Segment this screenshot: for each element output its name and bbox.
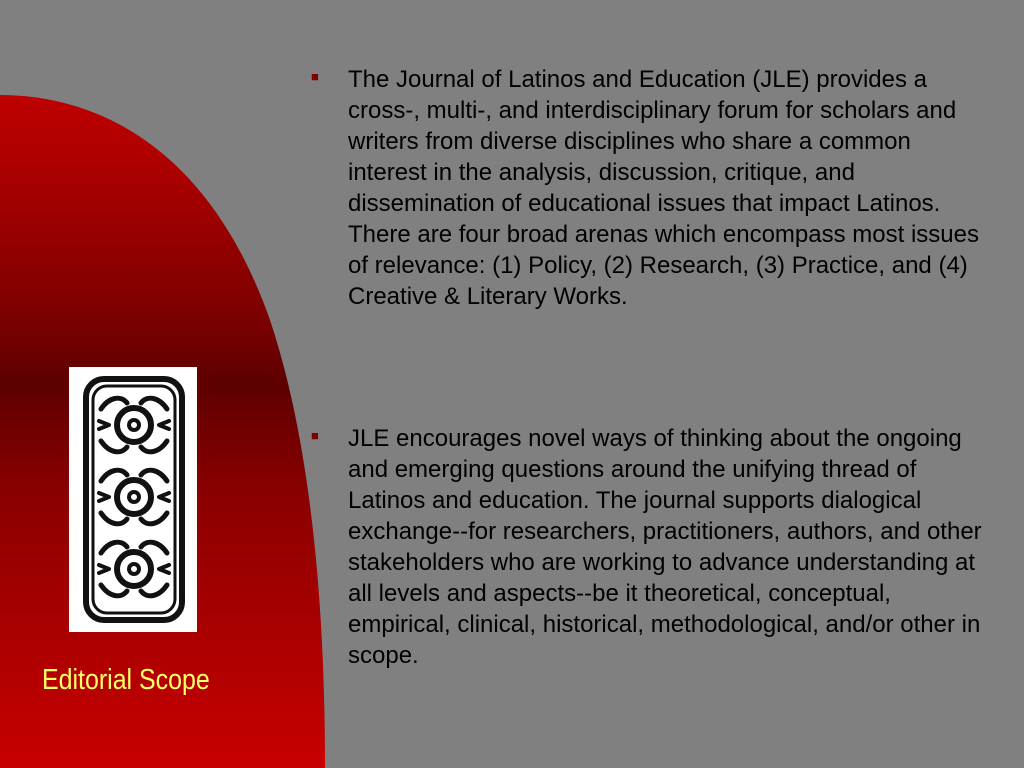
bullet-text: JLE encourages novel ways of thinking about the ongoing and emerging questions around the unifying thread of Latinos and education. The journal supports dialogical exchange--for researchers, practitioners, authors, and other stakeholders who are working to advance understanding at all levels and aspects--be it theoretical, conceptual, empirical, clinical, historical, methodological, and/or other in scope. xyxy=(348,425,982,669)
square-bullet-icon: ■ xyxy=(311,69,319,84)
bullet-text: The Journal of Latinos and Education (JLE) provides a cross-, multi-, and interdisciplinary forum for scholars and writers from diverse disciplines who share a common interest in the analysis, discussion, critique, and dissemination of educational issues that impact Latinos. There are four broad arenas which encompass most issues of relevance: (1) Policy, (2) Research, (3) Practice, and (4) Creative & Literary Works. xyxy=(348,66,979,310)
slide-title: Editorial Scope xyxy=(42,664,210,696)
square-bullet-icon: ■ xyxy=(311,428,319,443)
aztec-spiral-glyph-icon xyxy=(69,367,197,632)
